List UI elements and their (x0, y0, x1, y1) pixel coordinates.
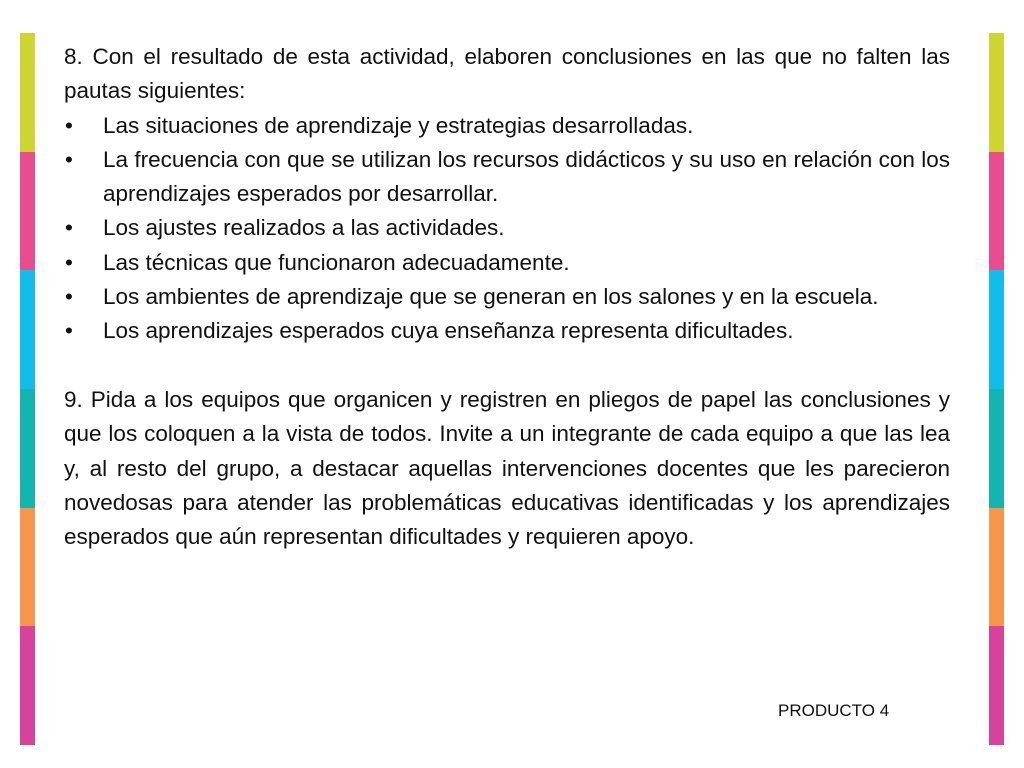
bullet-text: Los ajustes realizados a las actividades. (103, 215, 505, 241)
stripe-segment-orange (20, 508, 35, 627)
bullet-item (64, 109, 950, 143)
stripe-segment-lime (20, 33, 35, 152)
bullet-text: Las técnicas que funcionaron adecuadamente. (103, 249, 570, 275)
stripe-segment-pink (20, 152, 35, 271)
bullet-symbol: • (65, 215, 73, 241)
left-color-stripe (20, 33, 35, 745)
bullet-symbol: • (65, 112, 73, 138)
bullet-text: Los ambientes de aprendizaje que se generan en los salones y en la escuela. (103, 284, 879, 310)
stripe-segment-pink (989, 152, 1004, 271)
bullet-symbol: • (65, 146, 73, 172)
section-9-paragraph: 9. Pida a los equipos que organicen y registren en pliegos de papel las conclusiones y que los coloquen a la vista de todos. Invite a un integrante de cada equipo a que las lea y, al resto del grupo, a destacar aquellas intervenciones docentes que les parecieron novedosas para atender las problemáticas educativas identificadas y los aprendizajes esperados que aún representan dificultades y requieren apoyo. (64, 386, 950, 550)
bullet-text: Las situaciones de aprendizaje y estrategias desarrolladas. (103, 112, 694, 138)
stripe-segment-orange (989, 508, 1004, 627)
stripe-segment-teal (20, 389, 35, 508)
bullet-symbol: • (65, 318, 73, 344)
bullet-item (64, 314, 950, 348)
bullet-item (64, 143, 950, 212)
stripe-segment-magenta (989, 626, 1004, 745)
paragraph-spacer (64, 349, 950, 383)
stripe-segment-sky (20, 270, 35, 389)
right-color-stripe (989, 33, 1004, 745)
section-8-bullet-list (64, 109, 950, 349)
section-8-intro: 8. Con el resultado de esta actividad, elaboren conclusiones en las que no falten las pautas siguientes: (64, 44, 950, 104)
bullet-symbol: • (65, 284, 73, 310)
bullet-text: Los aprendizajes esperados cuya enseñanza representa dificultades. (103, 318, 794, 344)
stripe-segment-lime (989, 33, 1004, 152)
bullet-item (64, 280, 950, 314)
bullet-item (64, 211, 950, 245)
stripe-segment-sky (989, 270, 1004, 389)
stripe-segment-magenta (20, 626, 35, 745)
bullet-item (64, 246, 950, 280)
stripe-segment-teal (989, 389, 1004, 508)
bullet-symbol: • (65, 249, 73, 275)
slide-body (64, 40, 950, 554)
bullet-text: La frecuencia con que se utilizan los recursos didácticos y su uso en relación con los aprendizajes esperados por desarrollar. (103, 146, 950, 207)
product-label: PRODUCTO 4 (778, 701, 890, 720)
